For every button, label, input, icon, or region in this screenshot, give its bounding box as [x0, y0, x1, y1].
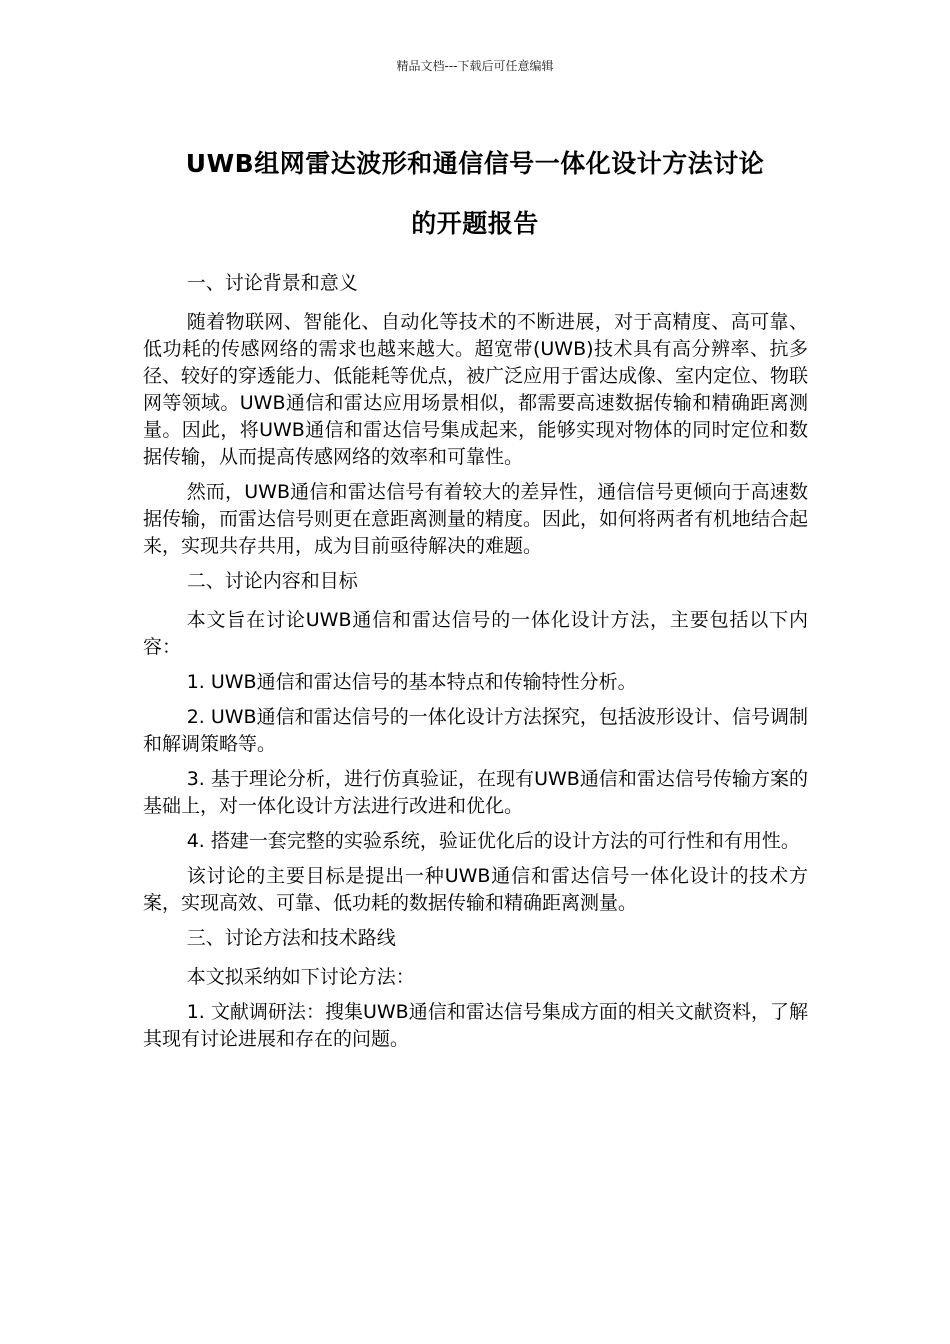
header-note: 精品文档---下载后可任意编辑 [396, 59, 554, 73]
section-heading-background: 一、讨论背景和意义 [186, 272, 358, 294]
paragraph-background-2: 然而，UWB通信和雷达信号有着较大的差异性，通信信号更倾向于高速数据传输，而雷达信号则更在意距离测量的精度。因此，如何将两者有机地结合起来，实现共存共用，成为目前亟待解决的难题。 [143, 481, 809, 557]
list-item-1: 1. UWB通信和雷达信号的基本特点和传输特性分析。 [186, 671, 637, 693]
list-item-2: 2. UWB通信和雷达信号的一体化设计方法探究，包括波形设计、信号调制和解调策略等。 [143, 706, 808, 755]
paragraph-method-intro: 本文拟采纳如下讨论方法： [186, 966, 415, 988]
list-item-4: 4. 搭建一套完整的实验系统，验证优化后的设计方法的可行性和有用性。 [186, 830, 800, 852]
section-heading-content: 二、讨论内容和目标 [186, 570, 358, 592]
section-heading-method: 三、讨论方法和技术路线 [186, 927, 396, 949]
title-line-2: 的开题报告 [411, 209, 539, 238]
list-item-3: 3. 基于理论分析，进行仿真验证，在现有UWB通信和雷达信号传输方案的基础上，对一体化设计方法进行改进和优化。 [143, 768, 808, 817]
paragraph-content-intro: 本文旨在讨论UWB通信和雷达信号的一体化设计方法，主要包括以下内容： [143, 609, 808, 658]
paragraph-background-1: 随着物联网、智能化、自动化等技术的不断进展，对于高精度、高可靠、低功耗的传感网络的需求也越来越大。超宽带(UWB)技术具有高分辨率、抗多径、较好的穿透能力、低能耗等优点，被广泛应用于雷达成像、室内定位、物联网等领域。UWB通信和雷达应用场景相似，都需要高速数据传输和精确距离测量。因此，将UWB通信和雷达信号集成起来，能够实现对物体的同时定位和数据传输，从而提高传感网络的效率和可靠性。 [143, 311, 809, 468]
paragraph-goal: 该讨论的主要目标是提出一种UWB通信和雷达信号一体化设计的技术方案，实现高效、可靠、低功耗的数据传输和精确距离测量。 [143, 865, 808, 914]
document-title [130, 134, 820, 254]
title-line-1: UWB组网雷达波形和通信信号一体化设计方法讨论 [185, 149, 765, 178]
document-body [143, 270, 808, 1061]
method-item-1: 1. 文献调研法：搜集UWB通信和雷达信号集成方面的相关文献资料，了解其现有讨论进展和存在的问题。 [143, 1001, 808, 1050]
